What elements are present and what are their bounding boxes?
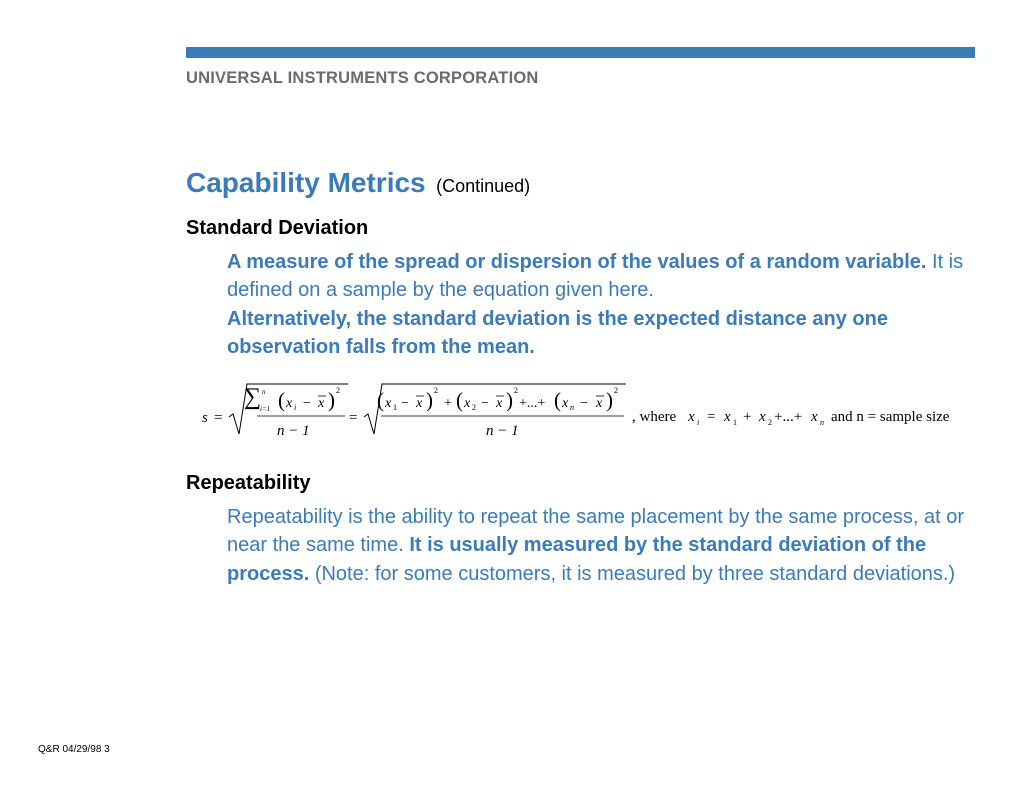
where-sub-1: 1 [733,418,737,427]
where-plus-dots: +...+ [774,409,803,425]
sigma-symbol: ∑ [244,384,262,410]
eq-minus-4: − [580,396,588,411]
header-accent-bar [186,47,975,58]
eq-square-2: 2 [434,386,438,395]
eq-minus: − [303,396,311,411]
eq-square-4: 2 [614,386,618,395]
where-sub-n: n [820,418,824,427]
std-dev-definition-normal: It is defined on a sample by the equation given here. [227,251,964,302]
eq-denominator-1: n − 1 [277,423,310,439]
footer-page-info: Q&R 04/29/98 3 [38,744,110,755]
std-dev-alternative: Alternatively, the standard deviation is the expected distance any one observation falls from the mean. [227,307,888,358]
slide-title: Capability Metrics [186,167,426,198]
where-x1: x [724,409,731,425]
where-x2: x [759,409,766,425]
std-dev-description [227,248,972,361]
repeatability-definition: Repeatability is the ability to repeat the same placement by the same process, at or near the same time. [227,506,965,557]
where-x-i: x [688,409,695,425]
eq-xbar: x [318,396,325,411]
eq-xbar-2: x [416,396,423,411]
where-sub-2: 2 [768,418,772,427]
eq-x1: x [385,396,392,411]
where-sample-size: and n = sample size [831,409,950,425]
eq-sub-i: i [294,403,297,412]
eq-minus-2: − [401,396,409,411]
eq-sub-n: n [570,403,574,412]
repeatability-heading: Repeatability [186,472,311,494]
eq-sub-2: 2 [472,403,476,412]
paren-open-2: ( [377,388,384,412]
eq-x2: x [464,396,471,411]
paren-close-3: ) [506,388,513,412]
paren-open: ( [278,388,285,412]
sum-upper-limit: n [262,388,266,396]
eq-s: s [202,410,208,426]
repeatability-note: (Note: for some customers, it is measured by three standard deviations.) [309,562,956,585]
paren-open-4: ( [554,388,561,412]
eq-sub-1: 1 [393,403,397,412]
eq-square: 2 [336,386,340,395]
slide-subtitle: (Continued) [436,176,531,196]
paren-open-3: ( [456,388,463,412]
repeatability-description [227,503,972,588]
slide-title-row [186,167,530,199]
paren-close-4: ) [606,388,613,412]
eq-plus-dots: +...+ [519,396,546,411]
eq-denominator-2: n − 1 [486,423,519,439]
eq-x-i: x [286,396,293,411]
eq-where: , where [632,409,677,425]
eq-equals-2: = [349,410,358,426]
eq-square-3: 2 [514,386,518,395]
where-sub-i: i [697,418,700,427]
eq-equals-1: = [214,410,223,426]
std-dev-equation [200,376,980,446]
where-plus: + [743,409,752,425]
std-dev-heading: Standard Deviation [186,217,369,239]
eq-xn: x [562,396,569,411]
eq-xbar-3: x [496,396,503,411]
where-equals: = [707,409,716,425]
paren-close-2: ) [426,388,433,412]
sum-lower-limit: i=1 [260,405,271,413]
company-name: UNIVERSAL INSTRUMENTS CORPORATION [186,69,539,87]
eq-xbar-4: x [596,396,603,411]
where-xn: x [811,409,818,425]
paren-close: ) [328,388,335,412]
std-dev-definition-bold: A measure of the spread or dispersion of the values of a random variable. [227,251,927,273]
eq-minus-3: − [481,396,489,411]
repeatability-measure-bold: It is usually measured by the standard deviation of the process. [227,534,927,585]
eq-plus: + [444,396,452,411]
